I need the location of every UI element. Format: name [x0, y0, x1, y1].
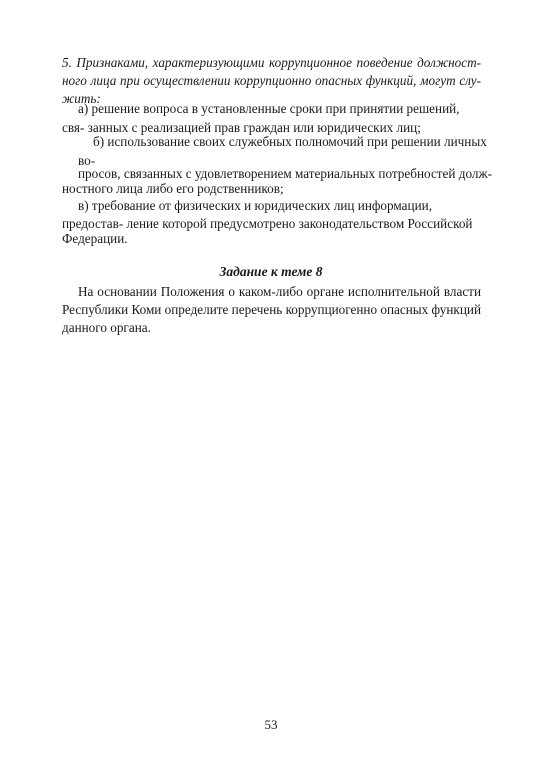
item-b-line-1: б) использование своих служебных полномочий при решении личных — [93, 134, 487, 149]
page-number: 53 — [264, 717, 278, 732]
task-line-3: данного органа. — [62, 320, 151, 335]
section5-intro-line-2: ного лица при осуществлении коррупционно опасных функций, могут слу- — [62, 73, 481, 88]
item-b-line-3: просов, связанных с удовлетворением материальных потребностей долж- — [78, 166, 492, 181]
item-c-line-1: в) требование от физических и юридических лиц информации, — [78, 198, 432, 213]
item-a-line-2: свя- занных с реализацией прав граждан или юридических лиц; — [62, 120, 421, 135]
task-line-2: Республики Коми определите перечень коррупциогенно опасных функций — [62, 302, 481, 317]
section5-intro-line-3: жить: — [62, 91, 101, 106]
task-heading: Задание к теме 8 — [219, 264, 323, 279]
task-line-1: На основании Положения о каком-либо органе исполнительной власти — [78, 284, 481, 299]
item-c-line-3: Федерации. — [62, 231, 128, 246]
item-c-line-2: предостав- ление которой предусмотрено законодательством Российской — [62, 216, 473, 231]
item-b-line-2: во- — [78, 153, 96, 168]
section5-intro-line-1: 5. Признаками, характеризующими коррупционное поведение должност- — [62, 55, 481, 70]
item-a-line-1: а) решение вопроса в установленные сроки при принятии решений, — [78, 101, 460, 116]
item-b-line-4: ностного лица либо его родственников; — [62, 181, 284, 196]
